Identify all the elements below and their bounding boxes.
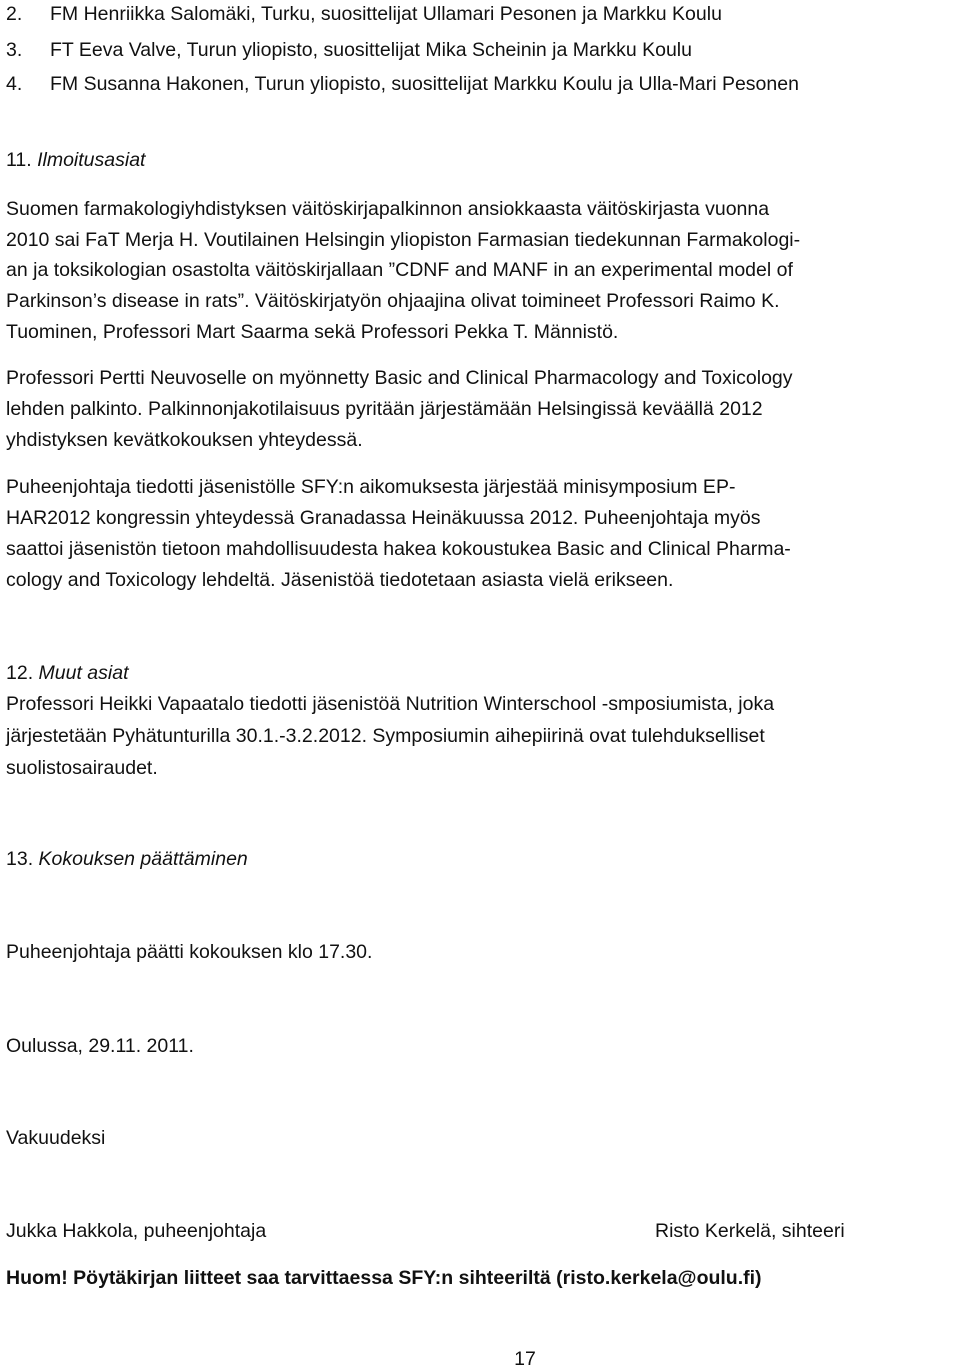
section-11-heading <box>6 148 145 172</box>
paragraph-line: Tuominen, Professori Mart Saarma sekä Professori Pekka T. Männistö. <box>6 321 619 343</box>
paragraph-line: Parkinson’s disease in rats”. Väitöskirjatyön ohjaajina olivat toimineet Professori Raimo K. <box>6 290 780 312</box>
heading-number: 12. <box>6 662 34 684</box>
heading-title: Kokouksen päättäminen <box>38 848 248 870</box>
paragraph-line: suolistosairaudet. <box>6 757 158 779</box>
signature-secretary: Risto Kerkelä, sihteeri <box>655 1220 845 1242</box>
list-number: 2. <box>6 3 23 25</box>
heading-number: 13. <box>6 848 34 870</box>
paragraph-line: an ja toksikologian osastolta väitöskirjallaan ”CDNF and MANF in an experimental model of <box>6 259 793 281</box>
paragraph-line: cology and Toxicology lehdeltä. Jäsenistöä tiedotetaan asiasta vielä erikseen. <box>6 569 674 591</box>
list-text: FT Eeva Valve, Turun yliopisto, suosittelijat Mika Scheinin ja Markku Koulu <box>50 39 692 61</box>
section-13-heading <box>6 847 248 871</box>
attachments-note: Huom! Pöytäkirjan liitteet saa tarvittaessa SFY:n sihteeriltä (risto.kerkela@oulu.fi) <box>6 1267 762 1289</box>
place-and-date: Oulussa, 29.11. 2011. <box>6 1035 194 1057</box>
paragraph-line: yhdistyksen kevätkokouksen yhteydessä. <box>6 429 363 451</box>
paragraph-line: järjestetään Pyhätunturilla 30.1.-3.2.2012. Symposiumin aihepiirinä ovat tulehdukselliset <box>6 725 765 747</box>
paragraph-line: 2010 sai FaT Merja H. Voutilainen Helsingin yliopiston Farmasian tiedekunnan Farmakologi- <box>6 229 801 251</box>
paragraph-line: Professori Heikki Vapaatalo tiedotti jäsenistöä Nutrition Winterschool -smposiumista, joka <box>6 693 775 715</box>
list-item <box>6 38 692 62</box>
heading-title: Muut asiat <box>38 662 129 684</box>
list-number: 4. <box>6 73 23 95</box>
paragraph-line: Puheenjohtaja tiedotti jäsenistölle SFY:n aikomuksesta järjestää minisymposium EP- <box>6 476 736 498</box>
section-12-heading <box>6 661 129 685</box>
list-text: FM Susanna Hakonen, Turun yliopisto, suosittelijat Markku Koulu ja Ulla-Mari Pesonen <box>50 73 799 95</box>
closing-statement: Puheenjohtaja päätti kokouksen klo 17.30. <box>6 941 373 963</box>
heading-title: Ilmoitusasiat <box>37 149 146 171</box>
list-text: FM Henriikka Salomäki, Turku, suosittelijat Ullamari Pesonen ja Markku Koulu <box>50 3 722 25</box>
signature-chair: Jukka Hakkola, puheenjohtaja <box>6 1220 267 1242</box>
list-item <box>6 2 722 26</box>
heading-number: 11. <box>6 149 32 171</box>
paragraph-line: Suomen farmakologiyhdistyksen väitöskirjapalkinnon ansiokkaasta väitöskirjasta vuonna <box>6 198 770 220</box>
list-number: 3. <box>6 39 23 61</box>
attestation-label: Vakuudeksi <box>6 1127 106 1149</box>
page-number: 17 <box>514 1348 536 1370</box>
paragraph-line: Professori Pertti Neuvoselle on myönnetty Basic and Clinical Pharmacology and Toxicology <box>6 367 793 389</box>
paragraph-line: lehden palkinto. Palkinnonjakotilaisuus pyritään järjestämään Helsingissä keväällä 2012 <box>6 398 763 420</box>
list-item <box>6 72 799 96</box>
paragraph-line: HAR2012 kongressin yhteydessä Granadassa Heinäkuussa 2012. Puheenjohtaja myös <box>6 507 761 529</box>
paragraph-line: saattoi jäsenistön tietoon mahdollisuudesta hakea kokoustukea Basic and Clinical Pharma- <box>6 538 791 560</box>
